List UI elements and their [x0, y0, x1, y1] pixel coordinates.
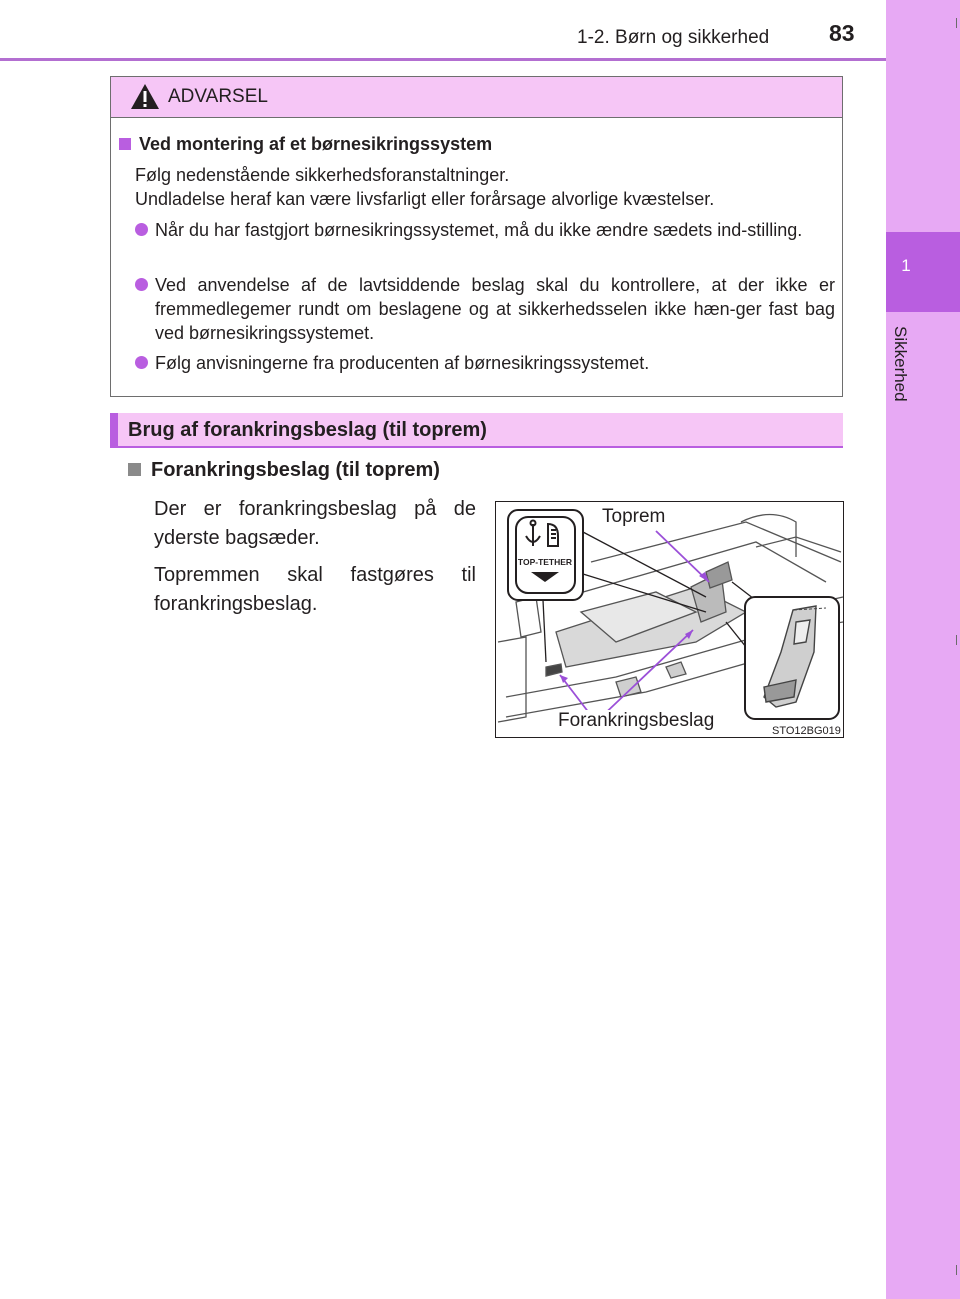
section-heading-bar: [110, 413, 118, 448]
header-rule: [0, 58, 886, 61]
warning-intro-line: Undladelse heraf kan være livsfarligt eller forårsage alvorlige kvæstelser.: [135, 189, 715, 209]
crop-mark: [956, 635, 957, 645]
label-forankringsbeslag: Forankringsbeslag: [558, 710, 715, 731]
anchor-illustration: [495, 501, 844, 738]
warning-subheading: Ved montering af et børnesikringssystem: [119, 134, 492, 155]
square-bullet-icon: [128, 463, 141, 476]
warning-bullet: Følg anvisningerne fra producenten af børnesikringssystemet.: [135, 351, 835, 375]
crop-mark: [956, 18, 957, 28]
chapter-label: Sikkerhed: [891, 326, 910, 402]
warning-bullet: Ved anvendelse af de lavtsiddende beslag skal du kontrollere, at der ikke er fremmedlegemer rundt om beslagene og at sikkerhedsselen ikke hæn-ger fast bag ved børnesikringssystemet.: [135, 273, 835, 345]
circle-bullet-icon: [135, 278, 148, 291]
warning-intro-line: Følg nedenstående sikkerhedsforanstaltninger.: [135, 165, 510, 185]
body-paragraph: Topremmen skal fastgøres til forankringsbeslag.: [154, 564, 476, 615]
chapter-number: 1: [901, 256, 911, 275]
section-title: 1-2. Børn og sikkerhed: [577, 27, 770, 48]
warning-bullet: Når du har fastgjort børnesikringssystemet, må du ikke ændre sædets ind-stilling.: [135, 218, 835, 242]
warning-title: ADVARSEL: [168, 86, 268, 107]
section-heading-text: Brug af forankringsbeslag (til toprem): [128, 419, 487, 441]
page-number: 83: [829, 20, 855, 46]
warning-header: [111, 77, 842, 118]
section-heading: [110, 413, 843, 448]
warning-box: [110, 76, 843, 397]
car-interior-illustration: [496, 502, 843, 737]
circle-bullet-icon: [135, 223, 148, 236]
warning-triangle-icon: [130, 83, 160, 110]
label-toprem: Toprem: [602, 506, 666, 527]
square-bullet-icon: [119, 138, 131, 150]
svg-text:TOP-TETHER: TOP-TETHER: [517, 557, 573, 567]
figure-code: STO12BG019: [772, 725, 841, 737]
circle-bullet-icon: [135, 356, 148, 369]
subsection-heading: Forankringsbeslag (til toprem): [128, 459, 440, 482]
body-paragraph: Der er forankringsbeslag på de yderste bagsæder.: [154, 498, 476, 549]
crop-mark: [956, 1265, 957, 1275]
chapter-side-tab: [886, 0, 960, 1299]
